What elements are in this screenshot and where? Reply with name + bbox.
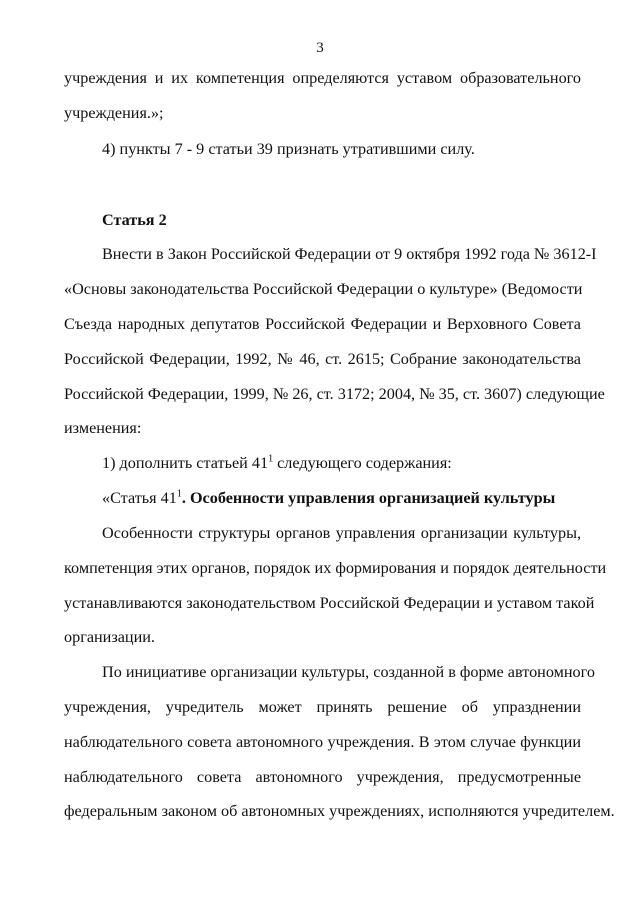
text-line-8: Российской Федерации, 1992, № 46, ст. 2615; Собрание законодательства xyxy=(64,350,581,368)
text-line-11 xyxy=(102,453,452,473)
article-heading: Статья 2 xyxy=(102,211,167,229)
text-line-14: компетенция этих органов, порядок их формирования и порядок деятельности xyxy=(64,559,607,577)
text-line-19: наблюдательного совета автономного учреждения. В этом случае функции xyxy=(64,733,581,751)
text-line-11-part-b: следующего содержания: xyxy=(273,454,452,472)
text-line-3: 4) пункты 7 - 9 статьи 39 признать утратившими силу. xyxy=(102,140,475,158)
text-line-1: учреждения и их компетенция определяются уставом образовательного xyxy=(64,69,581,87)
text-line-11-part-a: 1) дополнить статьей 41 xyxy=(102,454,269,472)
text-line-10: изменения: xyxy=(64,419,142,437)
text-line-6: «Основы законодательства Российской Федерации о культуре» (Ведомости xyxy=(64,280,583,298)
text-line-20: наблюдательного совета автономного учреждения, предусмотренные xyxy=(64,768,581,786)
article-41-1-label: «Статья 41 xyxy=(102,489,177,507)
text-line-21: федеральным законом об автономных учреждениях, исполняются учредителем. xyxy=(64,802,615,820)
text-line-7: Съезда народных депутатов Российской Федерации и Верховного Совета xyxy=(64,315,581,333)
text-line-17: По инициативе организации культуры, созданной в форме автономного xyxy=(102,663,595,681)
article-41-1-title xyxy=(102,488,555,508)
page-number: 3 xyxy=(316,40,324,56)
text-line-9: Российской Федерации, 1999, № 26, ст. 3172; 2004, № 35, ст. 3607) следующие xyxy=(64,385,605,403)
superscript: 1 xyxy=(176,488,182,500)
article-41-1-heading: . Особенности управления организацией культуры xyxy=(181,489,556,507)
text-line-5: Внести в Закон Российской Федерации от 9 октября 1992 года № 3612-I xyxy=(102,245,597,263)
text-line-18: учреждения, учредитель может принять решение об упразднении xyxy=(64,698,581,716)
superscript: 1 xyxy=(268,453,274,465)
text-line-16: организации. xyxy=(64,628,155,646)
text-line-2: учреждения.»; xyxy=(64,104,164,122)
text-line-13: Особенности структуры органов управления организации культуры, xyxy=(102,524,581,542)
text-line-15: устанавливаются законодательством Российской Федерации и уставом такой xyxy=(64,594,595,612)
